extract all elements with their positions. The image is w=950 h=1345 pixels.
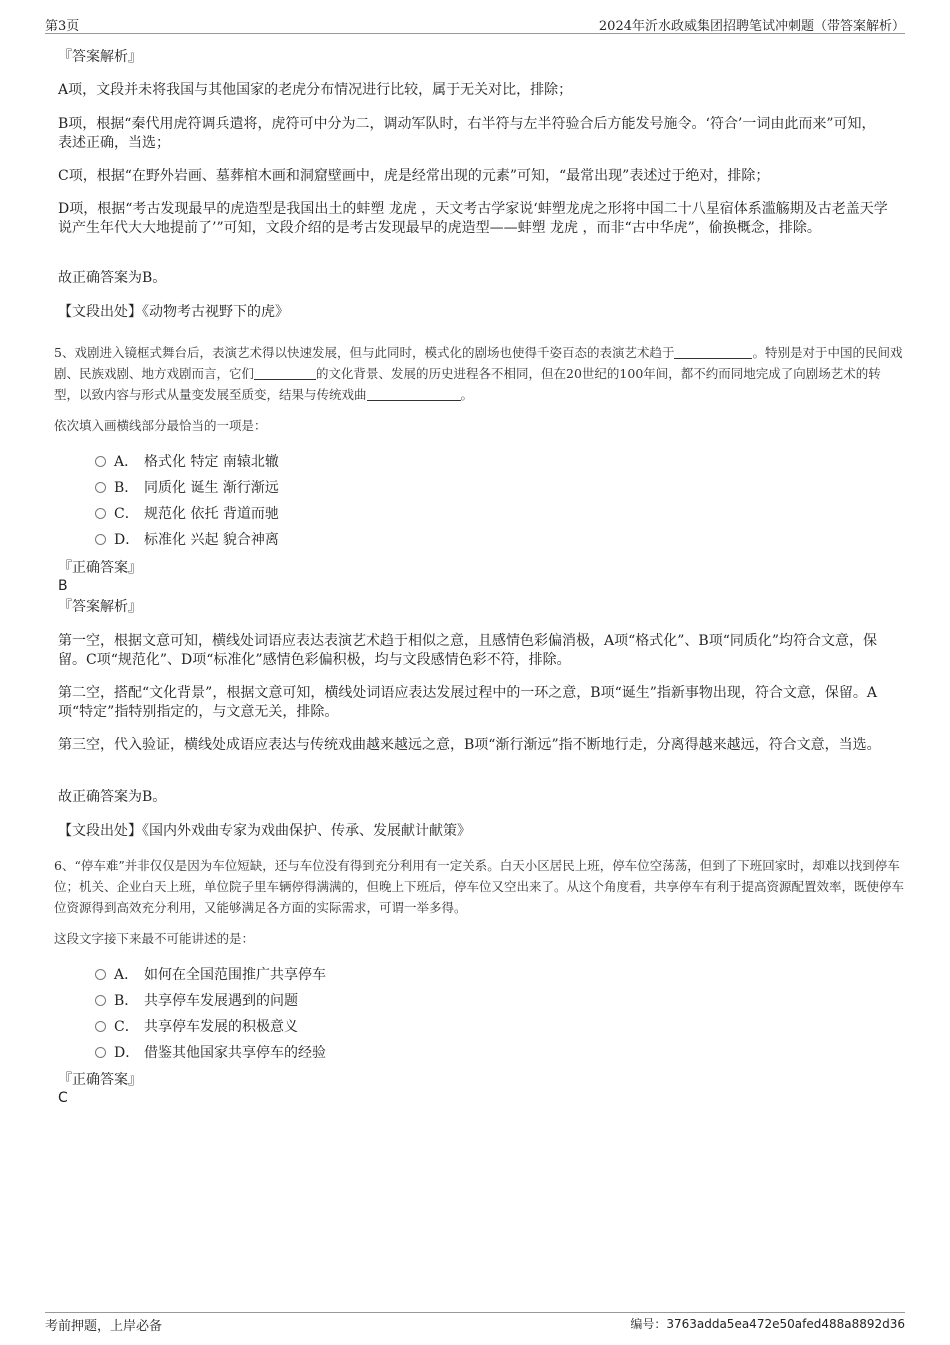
- page-footer: [45, 1312, 905, 1334]
- q6-option-b[interactable]: B． 共享停车发展遇到的问题: [95, 991, 298, 1011]
- q6-option-a[interactable]: A． 如何在全国范围推广共享停车: [95, 965, 326, 985]
- radio-icon[interactable]: [95, 995, 106, 1006]
- q6-prompt: 这段文字接下来最不可能讲述的是：: [54, 931, 255, 946]
- q4-analysis-d: D项，根据“考古发现最早的虎造型是我国出土的蚌塑 龙虎 ，天文考古学家说‘蚌塑龙虎之形将中国二十八星宿体系滥觞期及古老盖天学说产生年代大大地提前了’”可知，文段介绍的是考古发现最早的虎造型——蚌塑 龙虎 ，而非“古中华虎”，偷换概念，排除。: [58, 201, 888, 236]
- q4-source: 【文段出处】《动物考古视野下的虎》: [58, 304, 289, 320]
- q5-answer: B: [58, 578, 68, 594]
- q5-analysis-1: 第一空，根据文意可知，横线处词语应表达表演艺术趋于相似之意，且感情色彩偏消极，A项“格式化”、B项“同质化”均符合文意，保留。C项“规范化”、D项“标准化”感情色彩偏积极，均与文段感情色彩不符，排除。: [58, 633, 878, 668]
- q4-conclusion: 故正确答案为B。: [58, 270, 167, 286]
- footer-slogan: 考前押题，上岸必备: [45, 1319, 163, 1334]
- radio-icon[interactable]: [95, 969, 106, 980]
- q5-option-b[interactable]: B． 同质化 诞生 渐行渐远: [95, 478, 279, 498]
- q4-analysis-label: 『答案解析』: [58, 49, 142, 65]
- q5-source: 【文段出处】《国内外戏曲专家为戏曲保护、传承、发展献计献策》: [58, 823, 471, 839]
- radio-icon[interactable]: [95, 534, 106, 545]
- document-id: 编号：3763adda5ea472e50afed488a8892d36: [630, 1317, 905, 1331]
- radio-icon[interactable]: [95, 1047, 106, 1058]
- q6-answer-label: 『正确答案』: [58, 1072, 142, 1088]
- q4-analysis-a: A项，文段并未将我国与其他国家的老虎分布情况进行比较，属于无关对比，排除；: [58, 82, 573, 98]
- radio-icon[interactable]: [95, 456, 106, 467]
- radio-icon[interactable]: [95, 1021, 106, 1032]
- q5-stem: 5、戏剧进入镜框式舞台后，表演艺术得以快速发展，但与此同时，模式化的剧场也使得千姿百态的表演艺术趋于 。特别是对于中国的民间戏剧、民族戏剧、地方戏剧而言，它们 的文化背景、发展的历史进程各不相同，但在20世纪的100年间，都不约而同地完成了向剧场艺术的转型，以致内容与形式从量变发展至质变，结果与传统戏曲 。: [54, 345, 903, 402]
- q6-stem: 6、“停车难”并非仅仅是因为车位短缺，还与车位没有得到充分利用有一定关系。白天小区居民上班，停车位空荡荡，但到了下班回家时，却难以找到停车位；机关、企业白天上班，单位院子里车辆停得满满的，但晚上下班后，停车位又空出来了。从这个角度看，共享停车有利于提高资源配置效率，既使停车位资源得到高效充分利用，又能够满足各方面的实际需求，可谓一举多得。: [54, 858, 905, 915]
- q5-blank-1: [674, 346, 752, 359]
- radio-icon[interactable]: [95, 508, 106, 519]
- page-number: 第3页: [45, 19, 80, 34]
- q5-prompt: 依次填入画横线部分最恰当的一项是：: [54, 418, 267, 433]
- q5-analysis-2: 第二空，搭配“文化背景”，根据文意可知，横线处词语应表达发展过程中的一环之意，B项“诞生”指新事物出现，符合文意，保留。A项“特定”指特别指定的，与文意无关，排除。: [58, 685, 878, 720]
- radio-icon[interactable]: [95, 482, 106, 493]
- q6-option-c[interactable]: C． 共享停车发展的积极意义: [95, 1017, 298, 1037]
- q5-option-a[interactable]: A． 格式化 特定 南辕北辙: [95, 452, 279, 472]
- q5-option-d[interactable]: D． 标准化 兴起 貌合神离: [95, 530, 279, 550]
- page-header: [45, 15, 905, 34]
- q5-analysis-3: 第三空，代入验证，横线处成语应表达与传统戏曲越来越远之意，B项“渐行渐远”指不断地行走，分离得越来越远，符合文意，当选。: [58, 737, 881, 753]
- q4-analysis-c: C项，根据“在野外岩画、墓葬棺木画和洞窟壁画中，虎是经常出现的元素”可知，“最常出现”表述过于绝对，排除；: [58, 168, 770, 184]
- q5-answer-label: 『正确答案』: [58, 560, 142, 576]
- q5-analysis-label: 『答案解析』: [58, 599, 142, 615]
- q6-answer: C: [58, 1090, 68, 1106]
- document-title: 2024年沂水政威集团招聘笔试冲刺题（带答案解析）: [598, 19, 905, 34]
- q4-analysis-b: B项，根据“秦代用虎符调兵遣将，虎符可中分为二，调动军队时，右半符与左半符验合后方能发号施令。‘符合’一词由此而来”可知，表述正确，当选；: [58, 116, 876, 151]
- q5-blank-3: [367, 388, 461, 401]
- q5-conclusion: 故正确答案为B。: [58, 789, 167, 805]
- q5-blank-2: [254, 367, 316, 380]
- q5-option-c[interactable]: C． 规范化 依托 背道而驰: [95, 504, 279, 524]
- q6-option-d[interactable]: D． 借鉴其他国家共享停车的经验: [95, 1043, 326, 1063]
